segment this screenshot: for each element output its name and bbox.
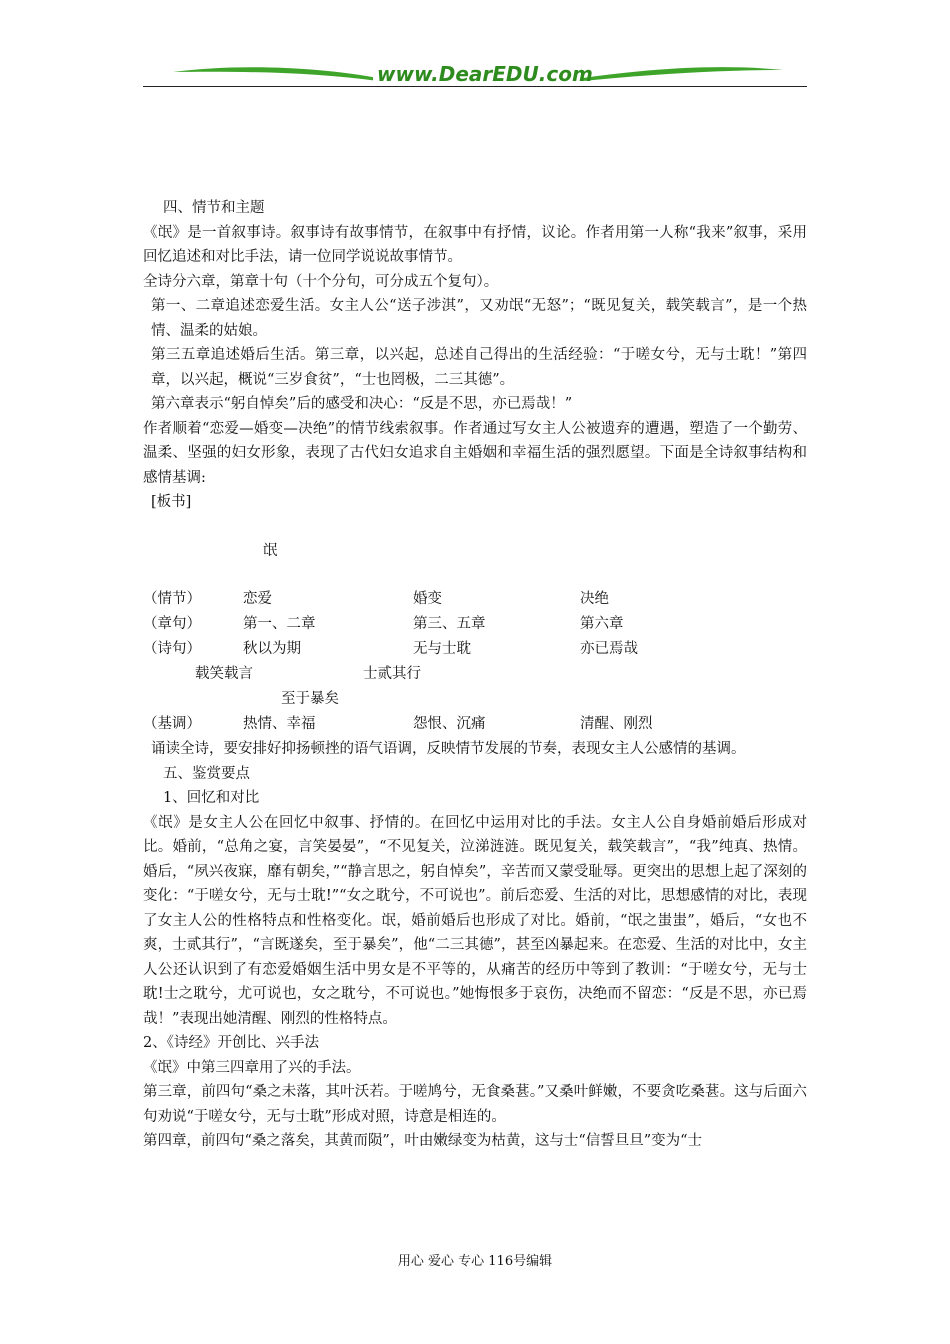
section5-title: 五、鉴赏要点 <box>163 765 250 782</box>
row-label: （基调） <box>143 716 201 732</box>
paragraph: 诵读全诗，要安排好抑扬顿挫的语气语调，反映情节发展的节奏，表现女主人公感情的基调。 <box>151 741 746 757</box>
paragraph: 《氓》中第三四章用了兴的手法。 <box>143 1059 361 1076</box>
paragraph: 作者顺着“恋爱—婚变—决绝”的情节线索叙事。作者通过写女主人公被遗弃的遭遇，塑造了一个勤劳、温柔、坚强的妇女形象，表现了古代妇女追求自主婚姻和幸福生活的强烈愿望。下面是全诗叙事结构和感情基调: <box>143 420 807 486</box>
board-row <box>143 612 807 637</box>
paragraph: 全诗分六章，第章十句（十个分句，可分成五个复句）。 <box>143 273 499 290</box>
cell: 至于暴矣 <box>281 691 339 707</box>
cell: 载笑载言 <box>195 666 253 682</box>
board-row <box>143 712 807 737</box>
paragraph: 第三五章追述婚后生活。第三章，以兴起，总述自己得出的生活经验：“于嗟女兮，无与士耽！”第四章，以兴起，概说“三岁食贫”，“士也罔极，二三其德”。 <box>151 347 807 388</box>
page-footer: 用心 爱心 专心 116号编辑 <box>397 1254 553 1269</box>
board-title: 氓 <box>263 542 278 559</box>
left-swoosh-icon <box>173 67 378 81</box>
paragraph: 第一、二章追述恋爱生活。女主人公“送子涉淇”，又劝氓“无怒”；“既见复关，载笑载言”，是一个热情、温柔的姑娘。 <box>151 298 807 339</box>
board-row <box>143 587 807 612</box>
cell: 怨恨、沉痛 <box>413 716 486 732</box>
board-label: [板书] <box>151 494 192 510</box>
row-label: （诗句） <box>143 641 201 657</box>
right-swoosh-icon <box>583 67 783 81</box>
paragraph: 第六章表示“躬自悼矣”后的感受和决心：“反是不思，亦已焉哉！” <box>151 396 573 412</box>
subsection-title: 2、《诗经》开创比、兴手法 <box>143 1035 319 1051</box>
row-label: （章句） <box>143 616 201 632</box>
paragraph: 第三章，前四句“桑之未落，其叶沃若。于嗟鸠兮，无食桑葚。”又桑叶鲜嫩，不要贪吃桑葚。这与后面六句劝说“于嗟女兮，无与士耽”形成对照，诗意是相连的。 <box>143 1084 807 1125</box>
site-logo-text: www.DearEDU.com <box>373 62 581 86</box>
subsection-title: 1、回忆和对比 <box>163 790 260 806</box>
board-row <box>143 662 807 687</box>
cell: 决绝 <box>580 591 609 607</box>
cell: 第三、五章 <box>413 616 486 632</box>
cell: 士贰其行 <box>363 666 421 682</box>
cell: 婚变 <box>413 591 442 607</box>
header-divider <box>143 86 807 87</box>
cell: 热情、幸福 <box>243 716 316 732</box>
paragraph: 《氓》是一首叙事诗。叙事诗有故事情节，在叙事中有抒情，议论。作者用第一人称“我来”叙事，采用回忆追述和对比手法，请一位同学说说故事情节。 <box>143 224 807 265</box>
board-row <box>143 637 807 662</box>
cell: 秋以为期 <box>243 641 301 657</box>
cell: 亦已焉哉 <box>580 641 638 657</box>
cell: 无与士耽 <box>413 641 471 657</box>
document-body <box>143 196 807 1154</box>
board-row <box>143 687 807 712</box>
cell: 第一、二章 <box>243 616 316 632</box>
page-header <box>143 58 807 90</box>
paragraph: 第四章，前四句“桑之落矣，其黄而陨”，叶由嫩绿变为枯黄，这与士“信誓旦旦”变为“士 <box>143 1133 703 1149</box>
board-table <box>143 587 807 737</box>
paragraph: 《氓》是女主人公在回忆中叙事、抒情的。在回忆中运用对比的手法。女主人公自身婚前婚后形成对比。婚前，“总角之宴，言笑晏晏”，“不见复关，泣涕涟涟。既见复关，载笑载言”，“我”纯真、热情。婚后，“夙兴夜寐，靡有朝矣，”“静言思之，躬自悼矣”，辛苦而又蒙受耻辱。更突出的思想上起了深刻的变化：“于嗟女兮，无与士耽!”“女之耽兮，不可说也”。前后恋爱、生活的对比，思想感情的对比，表现了女主人公的性格特点和性格变化。氓，婚前婚后也形成了对比。婚前，“氓之蚩蚩”，婚后，“女也不爽，士贰其行”，“言既遂矣，至于暴矣”，他“二三其德”，甚至凶暴起来。在恋爱、生活的对比中，女主人公还认识到了有恋爱婚姻生活中男女是不平等的，从痛苦的经历中等到了教训：“于嗟女兮，无与士耽!士之耽兮，尤可说也，女之耽兮，不可说也。”她悔恨多于哀伤，决绝而不留恋：“反是不思，亦已焉哉！”表现出她清醒、刚烈的性格特点。 <box>143 814 807 1027</box>
section4-title: 四、情节和主题 <box>163 200 265 216</box>
row-label: （情节） <box>143 591 201 607</box>
cell: 清醒、刚烈 <box>580 716 653 732</box>
cell: 恋爱 <box>243 591 272 607</box>
cell: 第六章 <box>580 616 624 632</box>
